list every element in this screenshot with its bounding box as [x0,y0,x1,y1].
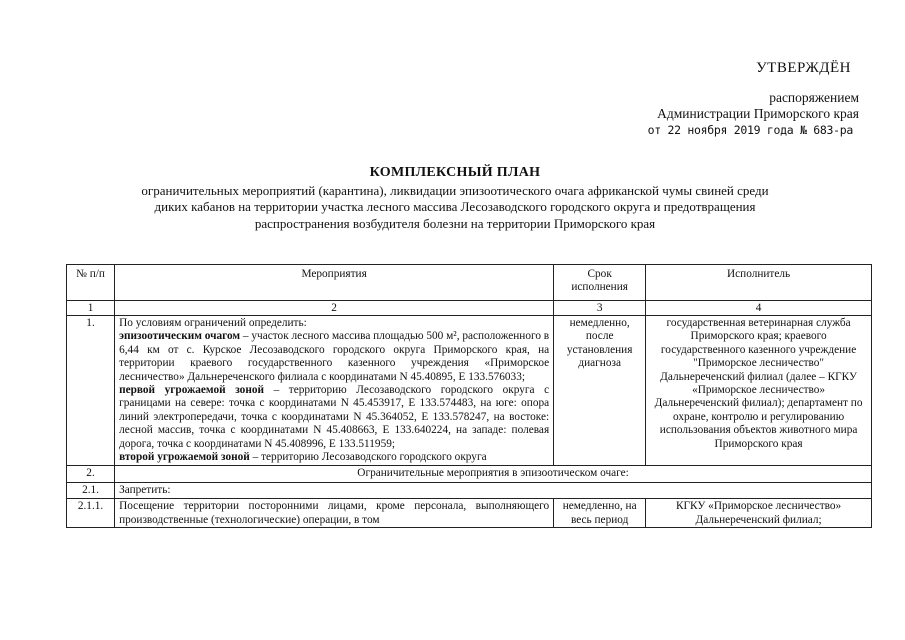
column-number-row [67,301,872,316]
row1-focus [119,330,549,384]
row-number: 2. [67,466,115,482]
col-number-3: 3 [554,301,646,316]
header-deadline: Срок исполнения [554,265,646,301]
table-header-row [67,265,872,301]
col-number-2: 2 [115,301,554,316]
zone2-label: второй угрожаемой зоной [119,451,250,464]
approval-date-line: от 22 ноября 2019 года № 683-ра [647,123,853,137]
row1-intro: По условиям ограничений определить: [119,317,307,329]
table-row [67,316,872,466]
zone2-text: – территорию Лесозаводского городского округа [249,451,487,464]
row-executor-text: КГКУ «Приморское лесничество» Дальнереченский филиал; [675,500,842,526]
title-sub-2: диких кабанов на территории участка лесного массива Лесозаводского городского округа и предотвращения [154,199,756,214]
row-deadline [554,499,646,528]
row-activity [115,499,554,528]
row-number: 2.1. [67,482,115,498]
approval-order-line: распоряжением [769,90,859,105]
document-title [70,165,840,232]
focus-label: эпизоотическим очагом [119,330,241,343]
zone1-text: – территорию Лесозаводского городского округа с границами на севере: точка с координатами N 45.453917, E 133.574483, на юге: опора линий электропередачи, точка с координатами N 45.364052, E 133.578247, на востоке: лесной массив, точка с координатами N 45.408663, E 133.640224, на западе: полевая дорога, точка с координатами N 45.408996, E 133.511959; [119,384,550,450]
title-main: КОМПЛЕКСНЫЙ ПЛАН [369,165,541,180]
col-number-4: 4 [646,301,872,316]
title-sub-1: ограничительных мероприятий (карантина), ликвидации эпизоотического очага африканской чумы свиней среди [141,182,769,198]
zone1-label: первой угрожаемой зоной [119,384,264,397]
row-executor [646,499,872,528]
row-deadline-text: немедленно, на весь период [562,500,637,526]
row-number: 2.1.1. [67,499,115,528]
approval-stamp [599,60,859,138]
plan-table [66,264,872,528]
table-row [67,499,872,528]
section-heading: Ограничительные мероприятия в эпизоотическом очаге: [115,466,872,482]
row1-zone2 [119,451,549,464]
table-row [67,482,872,498]
row-deadline: немедленно, после установления диагноза [554,316,646,466]
approved-word: УТВЕРЖДЁН [756,60,851,76]
title-sub-3: распространения возбудителя болезни на территории Приморского края [254,215,656,231]
header-num: № п/п [67,265,115,301]
header-executor: Исполнитель [646,265,872,301]
row-activity-text: Посещение территории посторонними лицами, кроме персонала, выполняющего производственные (технологические) операции, в том [119,500,550,526]
header-activity: Мероприятия [115,265,554,301]
approval-authority-line: Администрации Приморского края [657,106,859,121]
col-number-1: 1 [67,301,115,316]
subsection-heading: Запретить: [115,482,872,498]
row-executor: государственная ветеринарная служба Приморского края; краевого государственного казенного учреждение "Приморское лесничество" Дальнереченский филиал (далее – КГКУ «Приморское лесничество» Дальнереченский филиал); департамент по охране, контролю и регулированию использования объектов животного мира Приморского края [646,316,872,466]
table-row [67,466,872,482]
row-number: 1. [67,316,115,466]
focus-text: – участок лесного массива площадью 500 м², расположенного в 6,44 км от с. Курское Лесозаводского городского округа Приморского края, на территории краевого государственного казенного учреждения «Приморское лесничество» Дальнереченского филиала с координатами N 45.40895, E 133.576033; [119,330,550,383]
row-activity [115,316,554,466]
row1-zone1 [119,384,549,451]
